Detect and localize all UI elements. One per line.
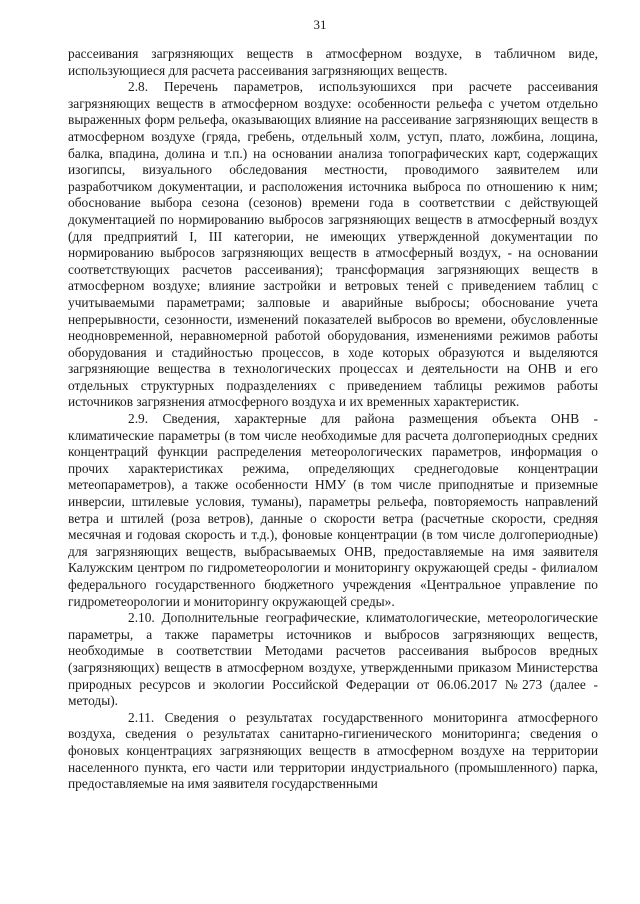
paragraph-2-10: 2.10. Дополнительные географические, климатологические, метеорологические параметры, а также параметры источников и выбросов загрязняющих веществ, необходимые в соответствии Методами расчетов рассеивания выбросов вредных (загрязняющих) веществ в атмосферном воздухе, утвержденными приказом Министерства природных ресурсов и экологии Российской Федерации от 06.06.2017 №273 (далее - методы). bbox=[68, 610, 598, 709]
paragraph-2-8: 2.8. Перечень параметров, используюшихся при расчете рассеивания загрязняющих веществ в атмосферном воздухе: особенности рельефа с учетом отдельно выраженных форм рельефа, оказывающих влияние на рассеивание загрязняющих веществ в атмосферном воздухе (гряда, гребень, отдельный холм, уступ, плато, ложбина, лощина, балка, впадина, долина и т.п.) на основании анализа топографических карт, содержащих изогипсы, визуального обследования местности, проводимого заявителем или разработчиком документации, и расположения источника выброса по отношению к ним; обоснование выбора сезона (сезонов) времени года в соответствии с действующей документацией по нормированию выбросов загрязняющих веществ в атмосферный воздух (для предприятий I, III категории, не имеющих утвержденной документации по нормированию выбросов загрязняющих веществ в атмосферный воздух, - на основании соответствующих расчетов рассеивания); трансформация загрязняющих веществ в атмосферном воздухе; влияние застройки и ветровых теней с приведением таблиц с учитываемыми параметрами; залповые и аварийные выбросы; обоснование учета непрерывности, сезонности, изменений показателей выбросов во времени, обусловленные неодновременной, неравномерной работой оборудования, изменениями режимов работы оборудования и стадийностью процессов, в ходе которых образуются и выделяются загрязняющие вещества в технологических процессах и деятельности на ОНВ и его отдельных структурных подразделениях с приведением таблицы режимов работы источников загрязнения атмосферного воздуха и их временных характеристик. bbox=[68, 79, 598, 410]
paragraph-2-11: 2.11. Сведения о результатах государственного мониторинга атмосферного воздуха, сведения о результатах санитарно-гигиенического мониторинга; сведения о фоновых концентрациях загрязняющих веществ в атмосферном воздухе на территории населенного пункта, его части или территории индустриального (промышленного) парка, предоставляемые на имя заявителя государственными bbox=[68, 709, 598, 792]
page-number: 31 bbox=[313, 17, 327, 32]
paragraph-continuation: рассеивания загрязняющих веществ в атмосферном воздухе, в табличном виде, использующиеся для расчета рассеивания загрязняющих веществ. bbox=[68, 46, 598, 78]
paragraph-2-9: 2.9. Сведения, характерные для района размещения объекта ОНВ - климатические параметры (в том числе необходимые для расчета долгопериодных средних концентраций функции распределения метеорологических параметров, информация о прочих характеристиках режима, определяющих среднегодовые концентрации метеопараметров), а также особенности НМУ (в том числе приподнятые и приземные инверсии, штилевые условия, туманы), параметры рельефа, повторяемость направлений ветра и штилей (роза ветров), данные о скорости ветра (расчетные скорости, средняя месячная и годовая скорость и т.д.), фоновые концентрации (в том числе долгопериодные) для загрязняющих веществ, выбрасываемых ОНВ, предоставляемые на имя заявителя Калужским центром по гидрометеорологии и мониторингу окружающей среды - филиалом федерального государственного бюджетного учреждения «Центральное управление по гидрометеорологии и мониторингу окружающей среды». bbox=[68, 411, 598, 609]
page-body bbox=[68, 46, 598, 793]
